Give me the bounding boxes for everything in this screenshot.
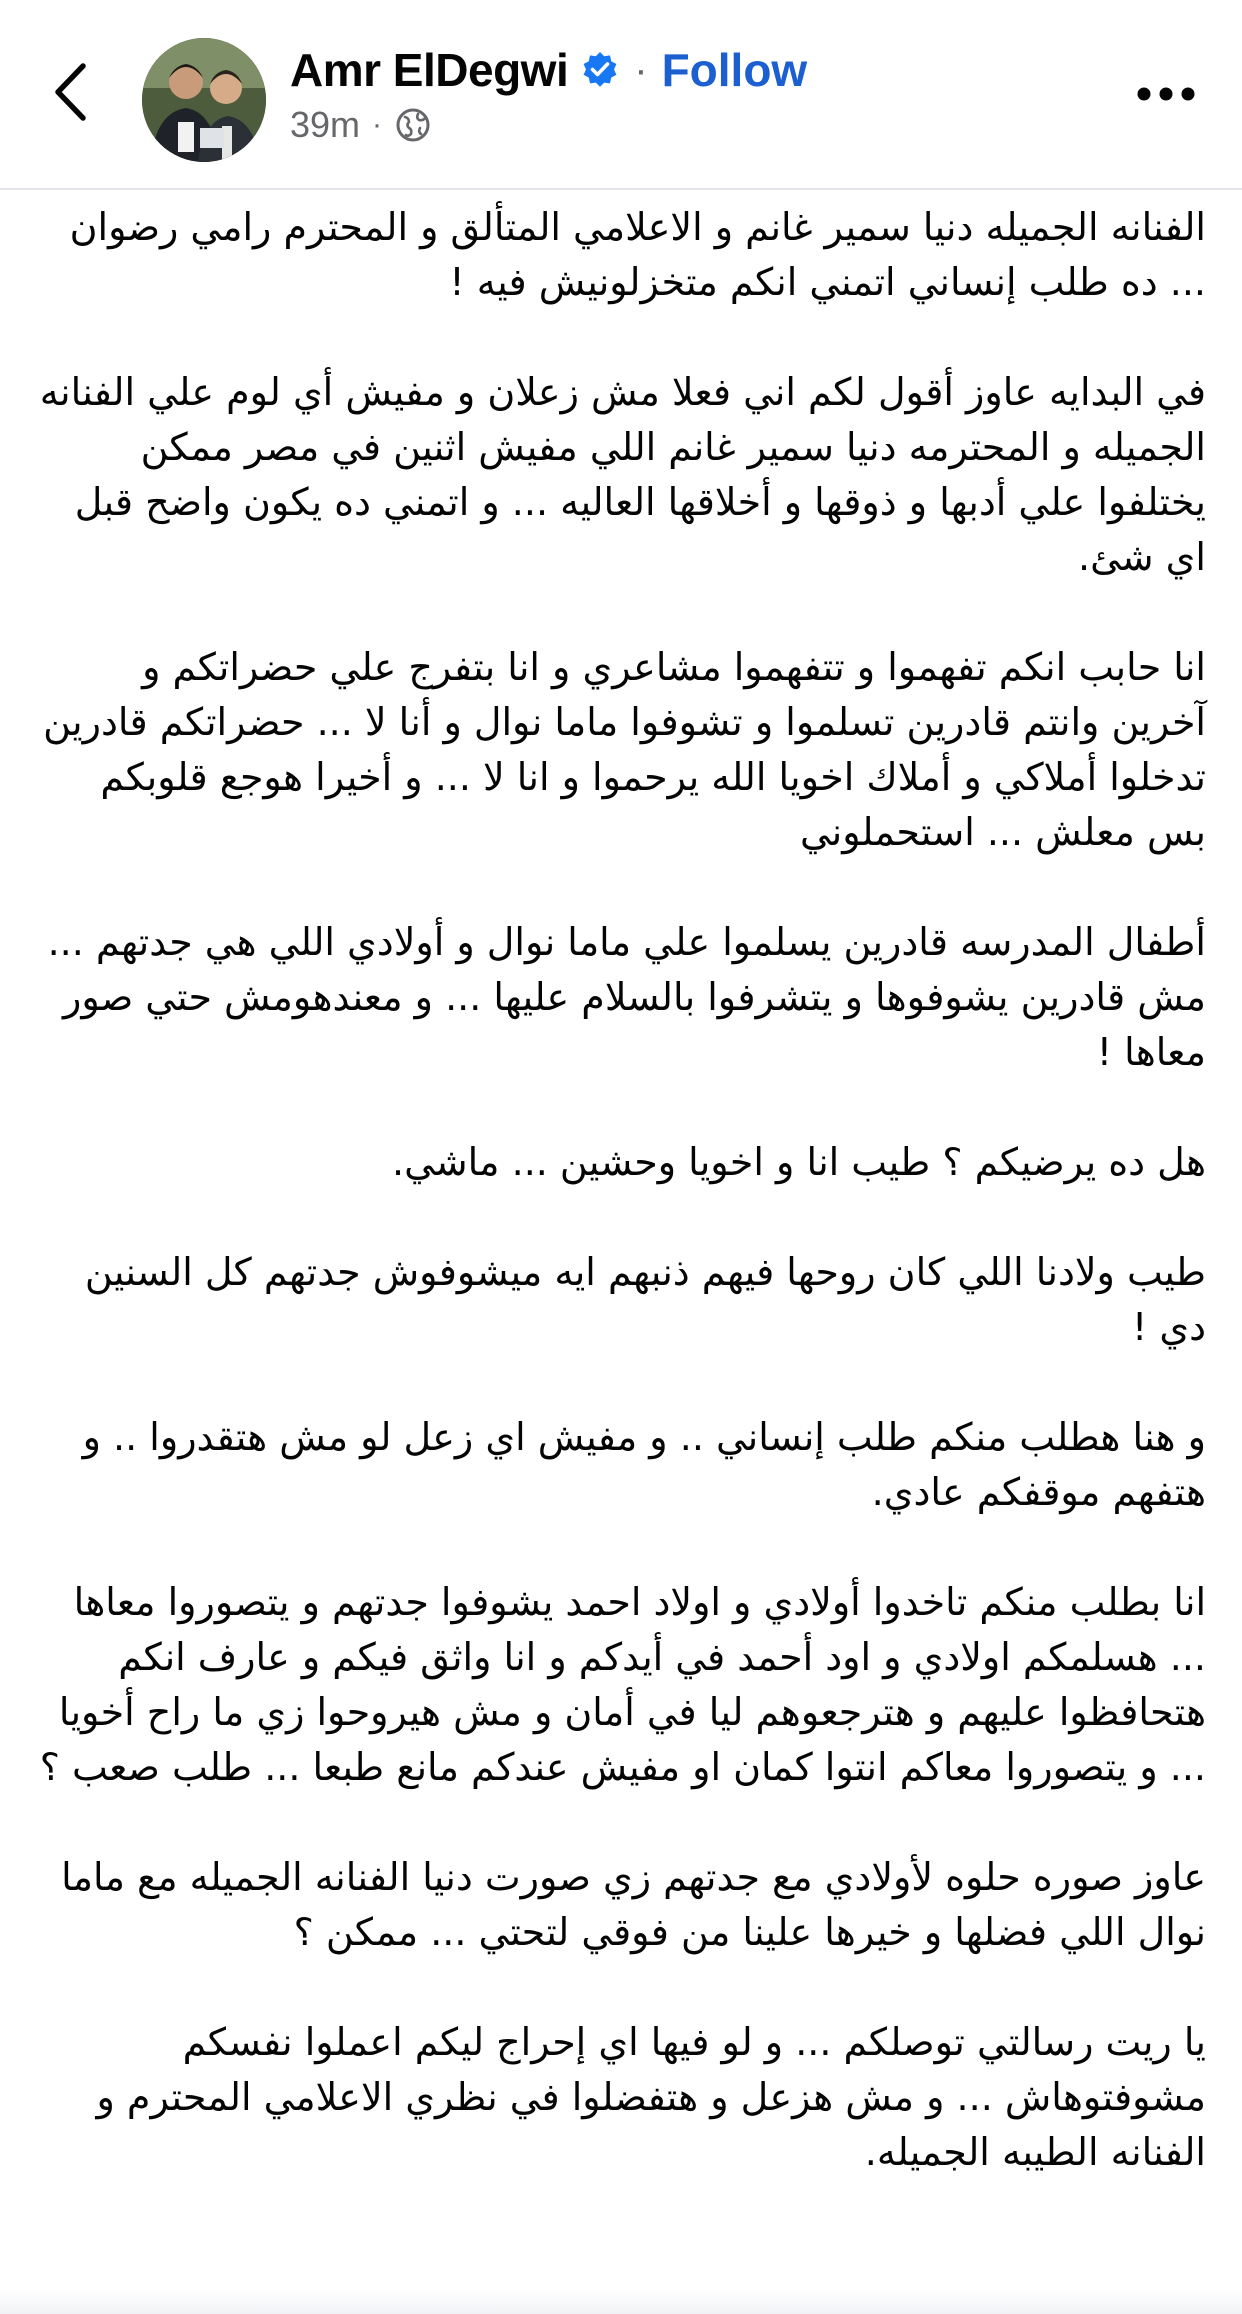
post-paragraph: هل ده يرضيكم ؟ طيب انا و اخويا وحشين ... ماشي.	[392, 1140, 1206, 1184]
post-paragraph: عاوز صوره حلوه لأولادي مع جدتهم زي صورت دنيا الفنانه الجميله مع ماما نوال اللي فضلها و خيرها علينا من فوقي لتحتي ... ممكن ؟	[61, 1855, 1206, 1954]
bottom-edge	[0, 2290, 1242, 2314]
more-options-button[interactable]	[1130, 68, 1202, 124]
post-paragraph: طيب ولادنا اللي كان روحها فيهم ذنبهم ايه ميشوفوش جدتهم كل السنين دي !	[84, 1250, 1206, 1349]
author-row	[290, 40, 807, 100]
chevron-left-icon	[53, 62, 87, 126]
meta-separator: ·	[372, 108, 383, 141]
verified-badge-icon	[580, 50, 620, 90]
author-name[interactable]: Amr ElDegwi	[290, 44, 569, 96]
post-header	[0, 0, 1242, 190]
post-paragraph: انا حابب انكم تفهموا و تتفهموا مشاعري و انا بتفرج علي حضراتكم و آخرين وانتم قادرين تسلموا و تشوفوا ماما نوال و أنا لا ... حضراتكم قادرين تدخلوا أملاكي و أملاك اخويا الله يرحموا و انا لا ... و أخيرا هوجع قلوبكم بس معلش ... استحملوني	[43, 645, 1206, 854]
post-meta	[290, 100, 432, 150]
post-text	[36, 200, 1206, 2180]
post-paragraph: انا بطلب منكم تاخدوا أولادي و اولاد احمد يشوفوا جدتهم و يتصوروا معاها ... هسلمكم اولادي و اود أحمد في أيدكم و انا واثق فيكم و عارف انكم هتحافظوا عليهم و هترجعوهم ليا في أمان و مش هيروحوا زي ما راح أخويا ... و يتصوروا معاكم انتوا كمان او مفيش عندكم مانع طبعا ... طلب صعب ؟	[39, 1580, 1206, 1789]
follow-button[interactable]: Follow	[661, 44, 808, 96]
avatar[interactable]	[142, 38, 266, 162]
back-button[interactable]	[40, 58, 100, 130]
post-paragraph: أطفال المدرسه قادرين يسلموا علي ماما نوال و أولادي اللي هي جدتهم ... مش قادرين يشوفوها و يتشرفوا بالسلام عليها ... و معندهومش حتي صور معاها !	[47, 920, 1206, 1074]
post-timestamp[interactable]: 39m	[290, 104, 361, 145]
globe-icon	[394, 106, 432, 144]
post-paragraph: و هنا هطلب منكم طلب إنساني .. و مفيش اي زعل لو مش هتقدروا .. و هتفهم موقفكم عادي.	[82, 1415, 1206, 1514]
post-paragraph: في البدايه عاوز أقول لكم اني فعلا مش زعلان و مفيش أي لوم علي الفنانه الجميله و المحترمه دنيا سمير غانم اللي مفيش اثنين في مصر ممكن يختلفوا علي أدبها و ذوقها و أخلاقها العاليه ... و اتمني ده يكون واضح قبل اي شئ.	[39, 370, 1206, 579]
post-paragraph: يا ريت رسالتي توصلكم ... و لو فيها اي إحراج ليكم اعملوا نفسكم مشوفتوهاش ... و مش هزعل و هتفضلوا في نظري الاعلامي المحترم و الفنانه الطيبه الجميله.	[96, 2020, 1206, 2174]
separator-dot: ·	[634, 47, 648, 92]
post-paragraph: الفنانه الجميله دنيا سمير غانم و الاعلامي المتألق و المحترم رامي رضوان ... ده طلب إنساني اتمني انكم متخزلونيش فيه !	[69, 205, 1206, 304]
more-horizontal-icon	[1136, 86, 1196, 106]
